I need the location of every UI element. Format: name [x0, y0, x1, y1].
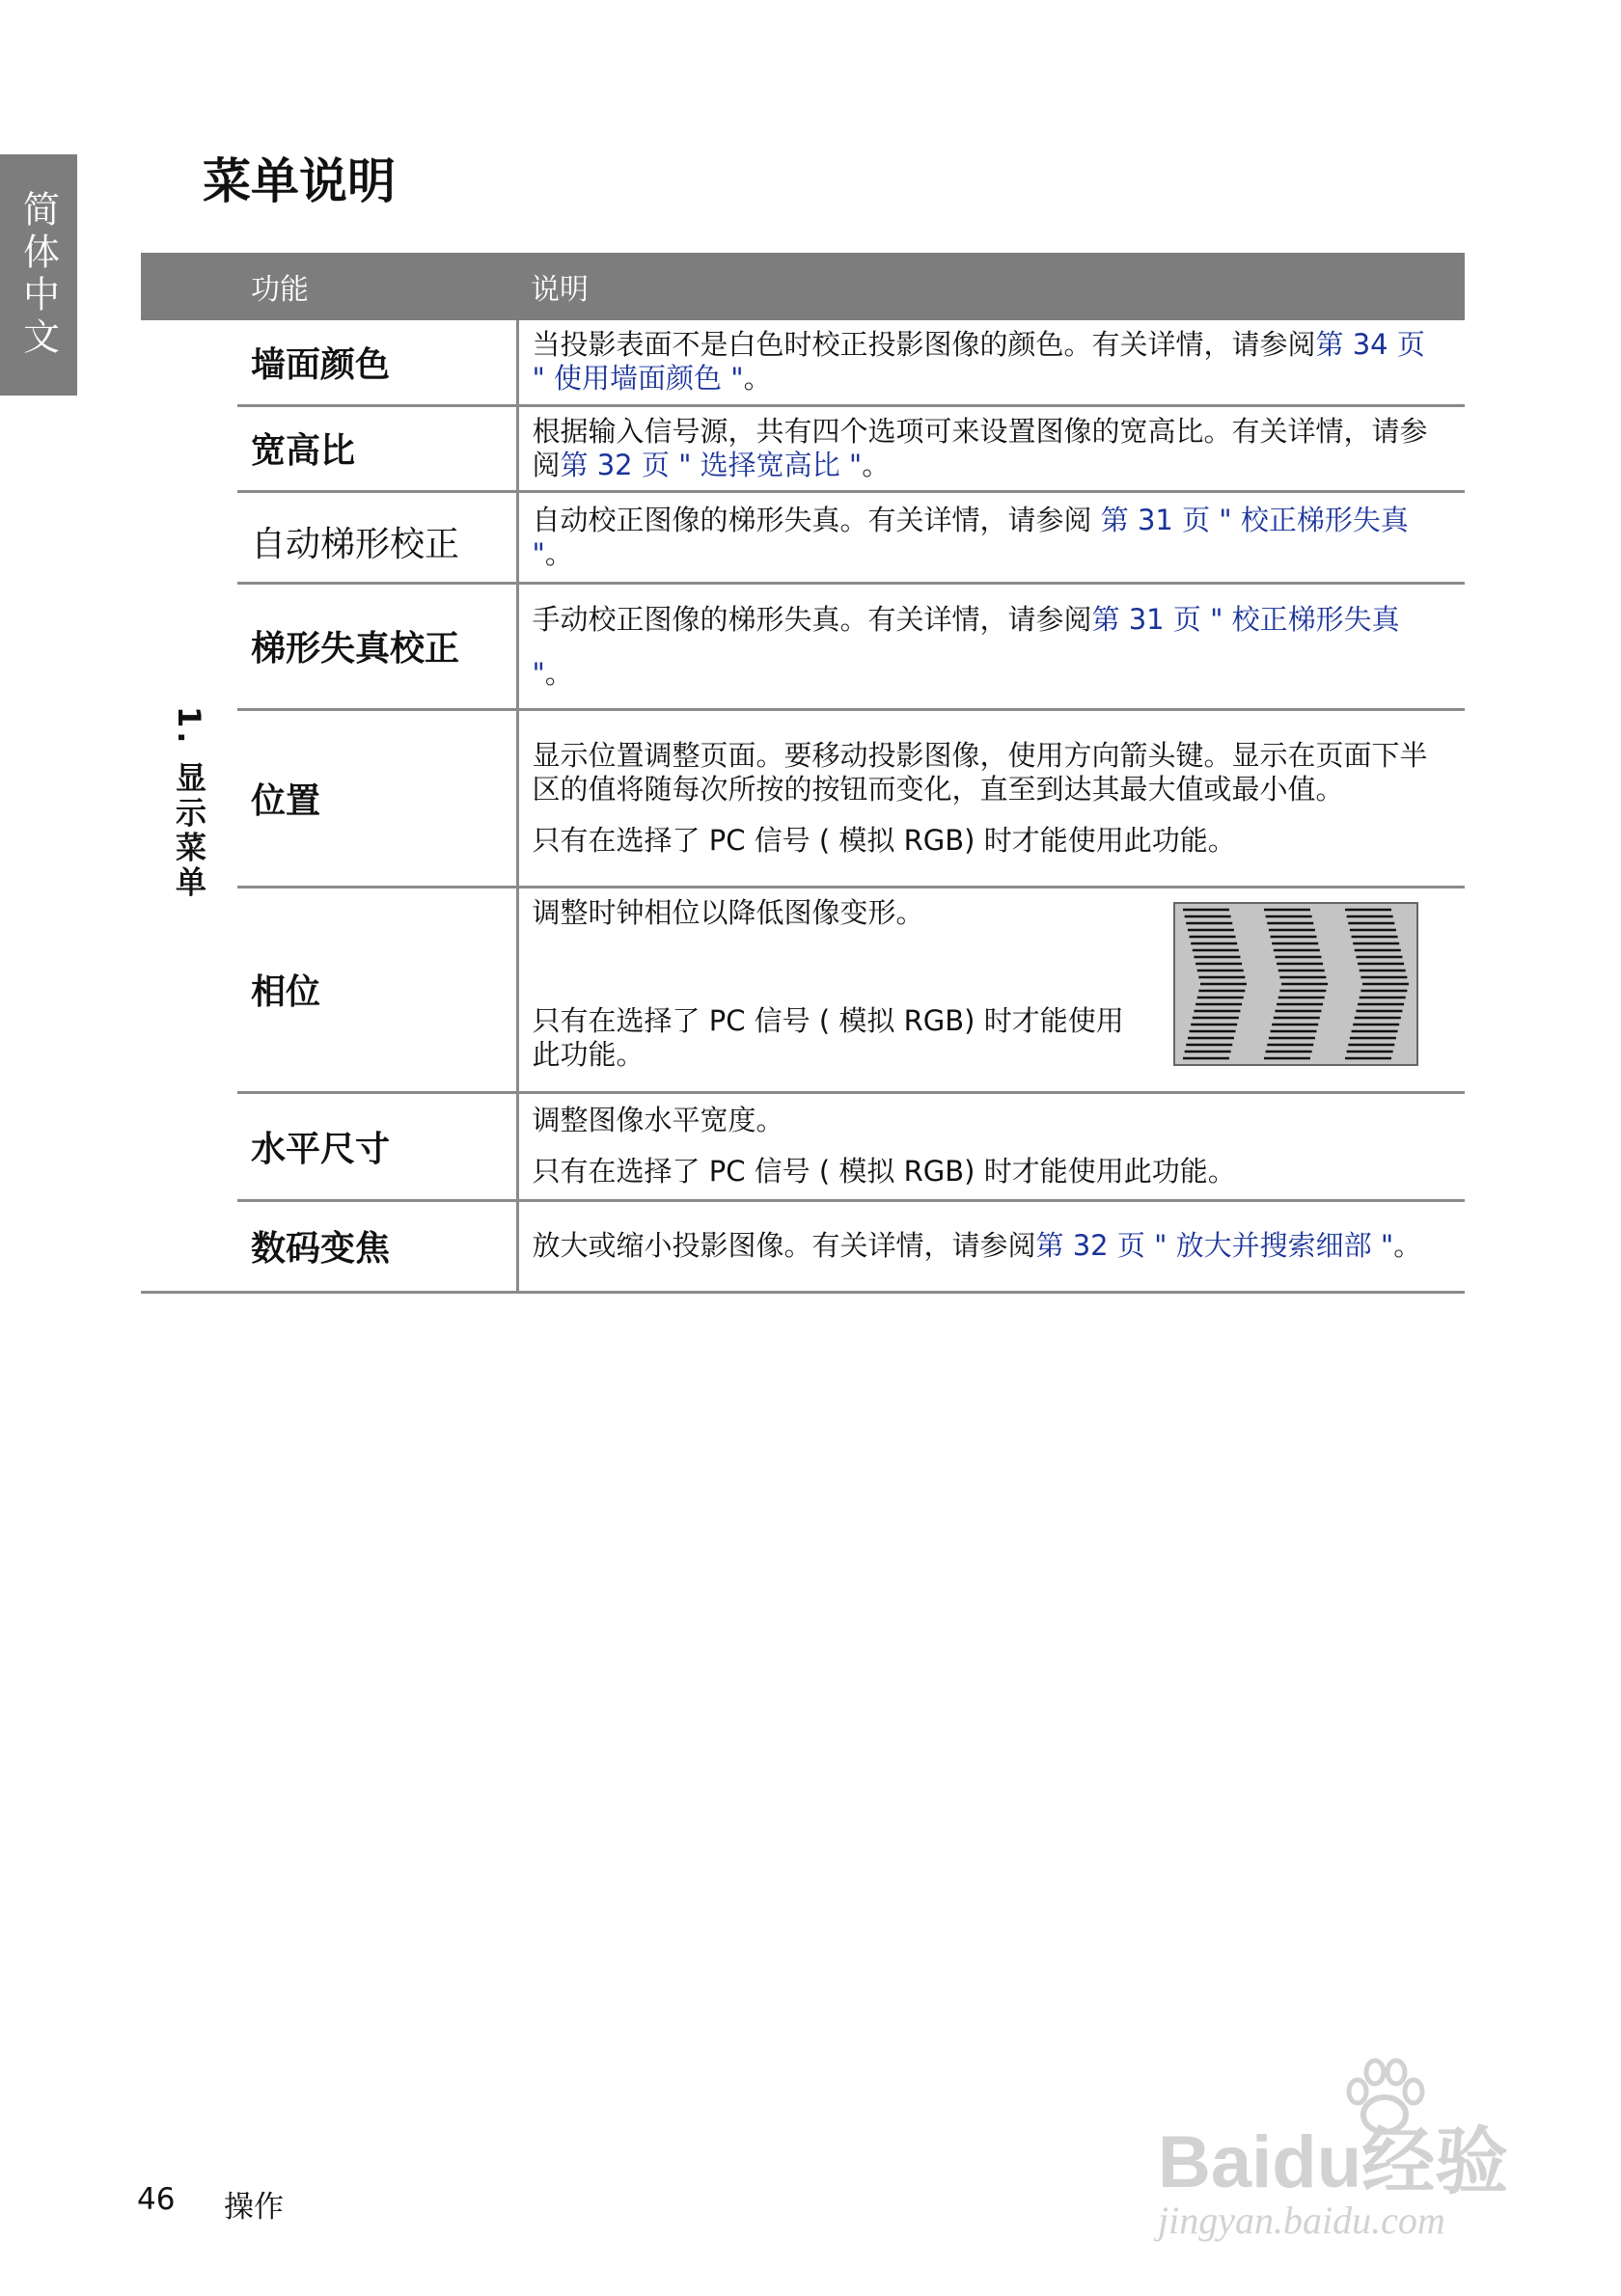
function-name: 自动梯形校正 [237, 491, 517, 583]
header-function: 功能 [237, 253, 517, 320]
footer-section: 操作 [224, 2190, 284, 2225]
watermark-brand: Baidu经验 [1158, 2121, 1509, 2203]
function-description: 放大或缩小投影图像。有关详情，请参阅第 32 页 " 放大并搜索细部 "。 [517, 1200, 1465, 1292]
baidu-watermark [1158, 2055, 1544, 2248]
function-name: 宽高比 [237, 405, 517, 491]
header-description: 说明 [517, 253, 1465, 320]
table-row [141, 1200, 1465, 1292]
page-link[interactable]: 第 34 页 " 使用墙面颜色 " [532, 328, 1425, 396]
function-name: 相位 [237, 887, 517, 1092]
table-row [141, 405, 1465, 491]
page-title: 菜单说明 [203, 153, 396, 209]
page-link[interactable]: 第 32 页 " 放大并搜索细部 " [1035, 1229, 1394, 1262]
section-label [141, 320, 237, 1292]
table-row [141, 887, 1465, 1092]
table-header [141, 253, 1465, 320]
watermark-url: jingyan.baidu.com [1158, 2199, 1445, 2242]
table-row [141, 709, 1465, 887]
function-name: 数码变焦 [237, 1200, 517, 1292]
function-name: 梯形失真校正 [237, 583, 517, 709]
page-number: 46 [137, 2182, 176, 2217]
language-side-tab [0, 154, 77, 396]
function-description: 调整时钟相位以降低图像变形。 只有在选择了 PC 信号 ( 模拟 RGB) 时才能使用此功能。 [517, 887, 1465, 1092]
function-name: 水平尺寸 [237, 1092, 517, 1200]
page-link[interactable]: 第 31 页 " 校正梯形失真 " [532, 503, 1409, 570]
table-row [141, 583, 1465, 709]
function-description: 根据输入信号源，共有四个选项可来设置图像的宽高比。有关详情，请参阅第 32 页 " 选择宽高比 "。 [517, 405, 1465, 491]
function-description: 显示位置调整页面。要移动投影图像，使用方向箭头键。显示在页面下半区的值将随每次所按的按钮而变化，直至到达其最大值或最小值。 只有在选择了 PC 信号 ( 模拟 RGB) 时才能使用此功能。 [517, 709, 1465, 887]
page-link[interactable]: 第 31 页 " 校正梯形失真 " [532, 602, 1400, 690]
function-description: 自动校正图像的梯形失真。有关详情，请参阅 第 31 页 " 校正梯形失真 "。 [517, 491, 1465, 583]
language-label: 简体中文 [16, 190, 60, 360]
function-description: 调整图像水平宽度。 只有在选择了 PC 信号 ( 模拟 RGB) 时才能使用此功能。 [517, 1092, 1465, 1200]
table-row [141, 491, 1465, 583]
phase-distortion-illustration [1173, 902, 1418, 1066]
function-name: 墙面颜色 [237, 320, 517, 405]
section-title: 1. 显示菜单 [171, 705, 207, 901]
function-description: 当投影表面不是白色时校正投影图像的颜色。有关详情，请参阅第 34 页 " 使用墙面颜色 "。 [517, 320, 1465, 405]
function-name: 位置 [237, 709, 517, 887]
menu-table [141, 253, 1465, 1294]
function-description: 手动校正图像的梯形失真。有关详情，请参阅第 31 页 " 校正梯形失真 "。 [517, 583, 1465, 709]
page-link[interactable]: 第 32 页 " 选择宽高比 " [560, 448, 863, 481]
table-row [141, 1092, 1465, 1200]
table-row [141, 320, 1465, 405]
